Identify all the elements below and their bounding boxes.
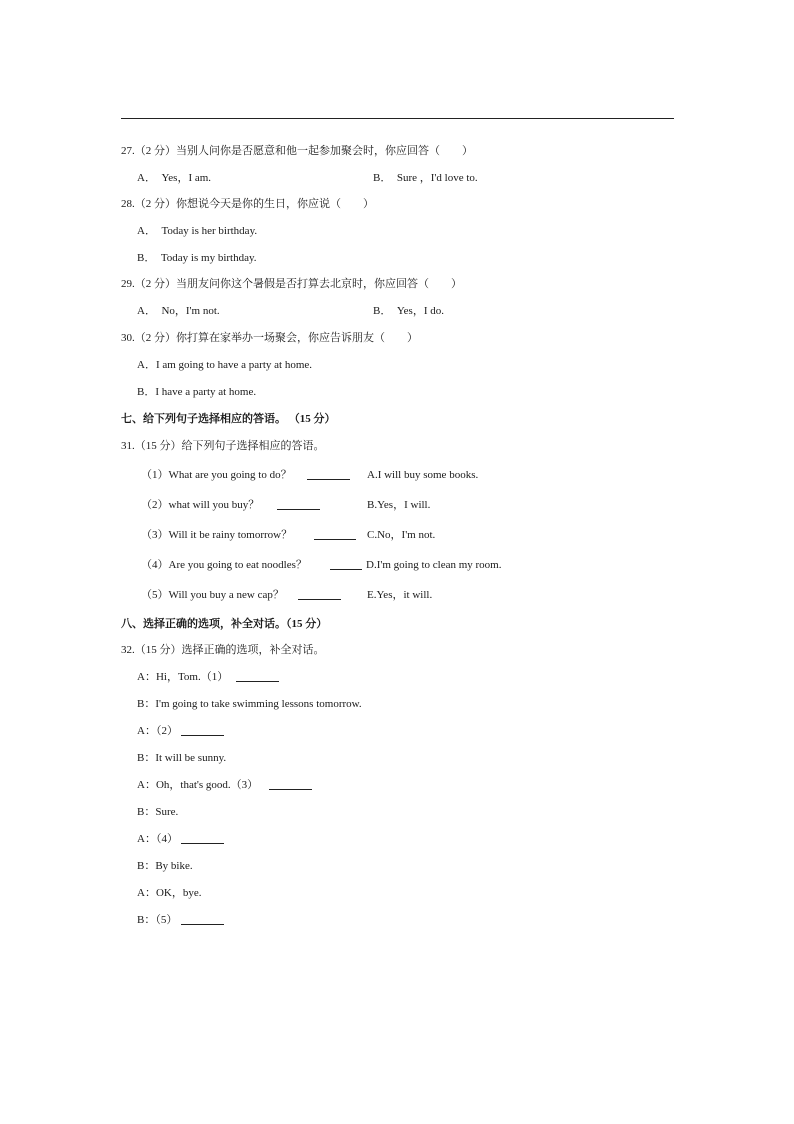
dialog-line-b2: B：It will be sunny. bbox=[137, 752, 227, 764]
q27-option-b: B． Sure ，I'd love to. bbox=[373, 172, 478, 184]
answer-blank[interactable] bbox=[181, 725, 224, 736]
q29-option-b: B． Yes，I do. bbox=[373, 305, 445, 317]
answer-blank[interactable] bbox=[236, 671, 279, 682]
dialog-line-b4: B：By bike. bbox=[137, 860, 193, 872]
q31-choice-b: B.Yes，I will. bbox=[367, 499, 431, 511]
q29-option-a: A． No，I'm not. bbox=[137, 305, 220, 317]
section-heading-7: 七、给下列句子选择相应的答语。 （15 分） bbox=[121, 413, 336, 425]
q30-stem: 30.（2 分）你打算在家举办一场聚会，你应告诉朋友（ ） bbox=[121, 332, 418, 344]
q32-stem: 32.（15 分）选择正确的选项，补全对话。 bbox=[121, 644, 325, 656]
q30-option-a: A．I am going to have a party at home. bbox=[137, 359, 313, 371]
q28-option-b: B． Today is my birthday. bbox=[137, 252, 257, 264]
answer-blank[interactable] bbox=[330, 559, 362, 570]
dialog-line-a4: A：（4） bbox=[137, 833, 178, 845]
dialog-line-a1: A：Hi，Tom.（1） bbox=[137, 671, 229, 683]
answer-blank[interactable] bbox=[277, 499, 320, 510]
q31-question-3: （3）Will it be rainy tomorrow？ bbox=[141, 529, 293, 541]
q28-stem: 28.（2 分）你想说今天是你的生日，你应说（ ） bbox=[121, 198, 374, 210]
q31-choice-e: E.Yes，it will. bbox=[367, 589, 433, 601]
dialog-line-a2: A：（2） bbox=[137, 725, 178, 737]
dialog-line-b1: B：I'm going to take swimming lessons tomorrow. bbox=[137, 698, 362, 710]
dialog-line-b5: B：（5） bbox=[137, 914, 178, 926]
q31-choice-d: D.I'm going to clean my room. bbox=[366, 559, 502, 571]
q29-stem: 29.（2 分）当朋友问你这个暑假是否打算去北京时，你应回答（ ） bbox=[121, 278, 462, 290]
q31-question-1: （1）What are you going to do？ bbox=[141, 469, 292, 481]
answer-blank[interactable] bbox=[269, 779, 312, 790]
answer-blank[interactable] bbox=[181, 914, 224, 925]
q28-option-a: A． Today is her birthday. bbox=[137, 225, 258, 237]
q31-question-2: （2）what will you buy？ bbox=[141, 499, 260, 511]
q31-stem: 31.（15 分）给下列句子选择相应的答语。 bbox=[121, 440, 325, 452]
q31-choice-c: C.No，I'm not. bbox=[367, 529, 436, 541]
q31-question-5: （5）Will you buy a new cap？ bbox=[141, 589, 284, 601]
answer-blank[interactable] bbox=[181, 833, 224, 844]
q31-choice-a: A.I will buy some books. bbox=[367, 469, 479, 481]
answer-blank[interactable] bbox=[298, 589, 341, 600]
dialog-line-a5: A：OK，bye. bbox=[137, 887, 202, 899]
section-heading-8: 八、选择正确的选项，补全对话。（15 分） bbox=[121, 618, 328, 630]
q27-stem: 27.（2 分）当别人问你是否愿意和他一起参加聚会时，你应回答（ ） bbox=[121, 145, 473, 157]
answer-blank[interactable] bbox=[314, 529, 356, 540]
dialog-line-b3: B：Sure. bbox=[137, 806, 179, 818]
answer-blank[interactable] bbox=[307, 469, 350, 480]
q27-option-a: A． Yes，I am. bbox=[137, 172, 212, 184]
q31-question-4: （4）Are you going to eat noodles？ bbox=[141, 559, 307, 571]
header-rule bbox=[121, 118, 674, 119]
dialog-line-a3: A：Oh，that's good.（3） bbox=[137, 779, 259, 791]
q30-option-b: B．I have a party at home. bbox=[137, 386, 257, 398]
